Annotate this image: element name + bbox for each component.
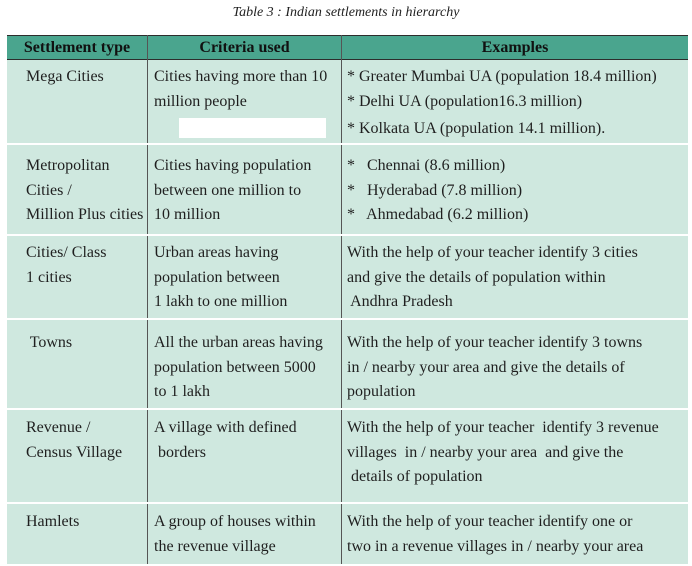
example-line: * Delhi UA (population16.3 million) bbox=[347, 92, 583, 110]
header-criteria-used: Criteria used bbox=[199, 39, 290, 56]
type-line: Revenue / bbox=[26, 419, 91, 436]
type-line: Census Village bbox=[26, 443, 123, 461]
header-settlement-type: Settlement type bbox=[23, 39, 131, 56]
column-divider bbox=[147, 35, 148, 564]
example-line: With the help of your teacher identify 3 cities bbox=[347, 244, 638, 261]
example-line: * Chennai (8.6 million) bbox=[347, 157, 506, 174]
example-line: * Hyderabad (7.8 million) bbox=[347, 181, 523, 199]
example-line: * Kolkata UA (population 14.1 million). bbox=[347, 120, 606, 137]
example-line: and give the details of population within bbox=[347, 268, 606, 286]
criteria-line: Cities having population bbox=[154, 157, 312, 174]
type-line: 1 cities bbox=[26, 268, 72, 286]
example-line: Andhra Pradesh bbox=[347, 293, 453, 310]
example-line: * Greater Mumbai UA (population 18.4 million) bbox=[347, 68, 657, 85]
criteria-line: Cities having more than 10 bbox=[154, 68, 328, 85]
criteria-line: Urban areas having bbox=[154, 244, 279, 261]
example-line: population bbox=[347, 383, 416, 400]
criteria-line: 1 lakh to one million bbox=[154, 293, 288, 310]
header-examples: Examples bbox=[481, 39, 549, 56]
type-line: Million Plus cities bbox=[26, 206, 144, 223]
type-line: Towns bbox=[26, 334, 73, 351]
criteria-line: million people bbox=[154, 92, 247, 110]
type-line: Hamlets bbox=[26, 513, 80, 530]
row-separator bbox=[7, 502, 688, 504]
criteria-line: borders bbox=[154, 443, 206, 461]
example-line: With the help of your teacher identify 3 towns bbox=[347, 334, 643, 351]
table-header-row bbox=[7, 35, 688, 60]
criteria-line: population between 5000 bbox=[154, 358, 316, 376]
criteria-line: 10 million bbox=[154, 206, 221, 223]
criteria-line: A village with defined bbox=[154, 419, 297, 436]
example-line: two in a revenue villages in / nearby your area bbox=[347, 537, 644, 555]
column-divider bbox=[341, 35, 342, 564]
criteria-line: All the urban areas having bbox=[154, 334, 323, 351]
type-line: Cities/ Class bbox=[26, 244, 107, 261]
type-line: Cities / bbox=[26, 181, 72, 199]
example-line: villages in / nearby your area and give the bbox=[347, 443, 624, 461]
criteria-line: to 1 lakh bbox=[154, 383, 210, 400]
example-line: in / nearby your area and give the details of bbox=[347, 358, 625, 376]
example-line: * Ahmedabad (6.2 million) bbox=[347, 206, 529, 223]
row-separator bbox=[7, 408, 688, 410]
type-line: Mega Cities bbox=[26, 68, 104, 85]
row-separator bbox=[7, 318, 688, 320]
row-separator bbox=[7, 143, 688, 145]
example-line: With the help of your teacher identify one or bbox=[347, 513, 633, 530]
criteria-line: between one million to bbox=[154, 181, 302, 199]
example-line: details of population bbox=[347, 468, 483, 485]
example-line: With the help of your teacher identify 3 revenue bbox=[347, 419, 659, 436]
criteria-line: the revenue village bbox=[154, 537, 276, 555]
row-separator bbox=[7, 234, 688, 236]
criteria-line: A group of houses within bbox=[154, 513, 316, 530]
criteria-line: population between bbox=[154, 268, 280, 286]
blank-box bbox=[179, 118, 326, 138]
settlements-table bbox=[7, 35, 688, 564]
table-caption: Table 3 : Indian settlements in hierarchy bbox=[232, 5, 460, 20]
type-line: Metropolitan bbox=[26, 157, 110, 174]
